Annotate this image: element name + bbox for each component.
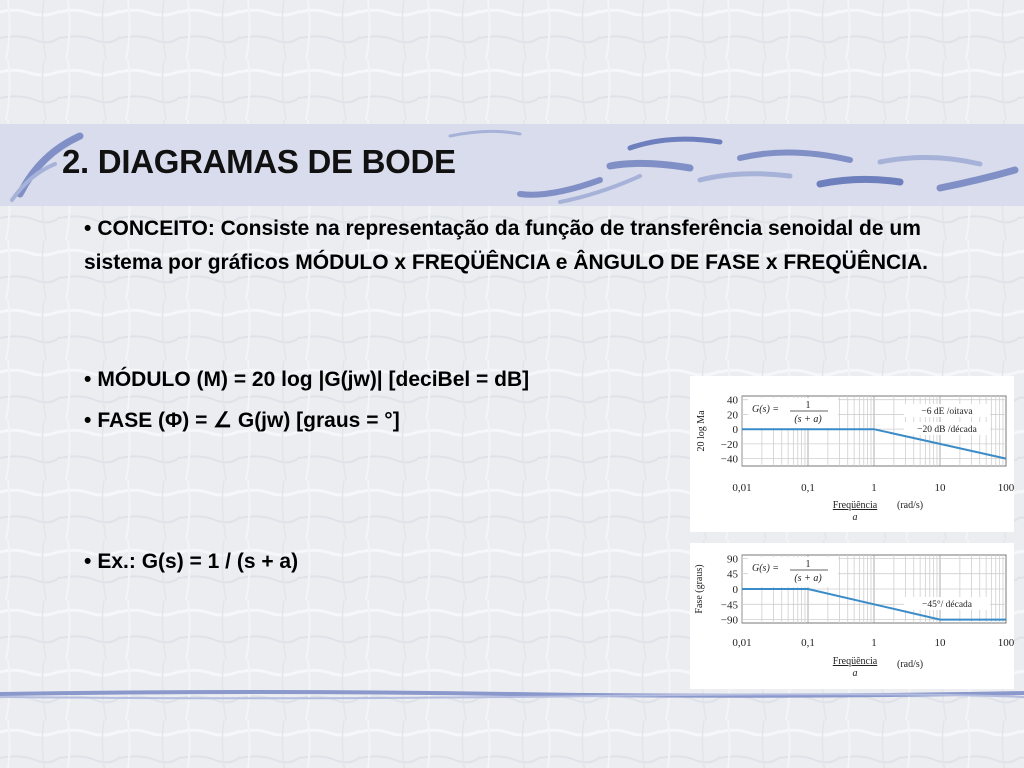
y-tick-label: −45 — [720, 599, 738, 612]
slide-title: 2. DIAGRAMAS DE BODE — [62, 143, 456, 180]
y-tick-label: 90 — [727, 553, 738, 566]
x-tick-label: 100 — [997, 482, 1014, 494]
x-tick-label: 100 — [997, 637, 1014, 649]
y-axis-label: 20 log Ma — [696, 410, 707, 452]
x-tick-label: 0,01 — [732, 637, 752, 649]
x-tick-label: 1 — [871, 482, 877, 494]
bullet-symbol: • — [84, 550, 92, 573]
bullet-symbol: • — [84, 217, 92, 240]
annotation-label: −45°/ década — [921, 600, 973, 610]
bode-magnitude-plot — [690, 376, 1014, 532]
bullet-fase — [84, 404, 704, 438]
y-tick-label: 0 — [732, 424, 738, 437]
x-tick-label: 10 — [934, 637, 946, 649]
y-tick-label: 40 — [727, 394, 738, 407]
x-tick-label: 10 — [934, 482, 946, 494]
x-axis-unit: (rad/s) — [897, 500, 924, 511]
bottom-wave-line — [0, 684, 1024, 704]
x-axis-unit: (rad/s) — [897, 659, 924, 670]
bullet-text: CONCEITO: Consiste na representação da função de transferência senoidal de um sistema por gráficos MÓDULO x FREQÜÊNCIA e ÂNGULO DE FASE x FREQÜÊNCIA. — [84, 217, 929, 274]
y-tick-label: 45 — [727, 568, 738, 581]
x-tick-label: 0,1 — [801, 482, 815, 494]
x-tick-label: 0,1 — [801, 637, 815, 649]
bullet-modulo — [84, 363, 704, 397]
annotation-label: −6 dE /oitava — [921, 407, 973, 417]
y-tick-label: 20 — [727, 409, 738, 422]
bullet-text: Ex.: G(s) = 1 / (s + a) — [97, 550, 299, 573]
tf-label: G(s) = — [752, 404, 780, 415]
x-axis-label-denominator: a — [852, 512, 858, 523]
bullet-text: FASE (Φ) = ∠ G(jw) [graus = °] — [97, 409, 400, 432]
x-axis-label: Freqüência — [832, 656, 878, 667]
x-tick-label: 0,01 — [732, 482, 752, 494]
magnitude-chart-svg — [690, 376, 1014, 532]
bullet-symbol: • — [84, 409, 92, 432]
tf-numerator: 1 — [805, 400, 811, 411]
annotation-label: −20 dB /década — [917, 425, 977, 435]
x-axis-label-denominator: a — [852, 668, 858, 679]
tf-numerator: 1 — [805, 559, 811, 570]
x-tick-label: 1 — [871, 637, 877, 649]
bullet-example — [84, 545, 704, 579]
bullet-text: MÓDULO (M) = 20 log |G(jw)| [deciBel = dB] — [97, 368, 530, 391]
phase-chart-svg — [690, 543, 1014, 689]
bode-phase-plot — [690, 543, 1014, 689]
tf-denominator: (s + a) — [794, 414, 822, 425]
y-tick-label: −20 — [720, 438, 738, 451]
tf-denominator: (s + a) — [794, 573, 822, 584]
x-axis-label: Freqüência — [832, 500, 878, 511]
y-tick-label: −90 — [720, 614, 738, 627]
y-tick-label: −40 — [720, 453, 738, 466]
bullet-concept — [84, 212, 944, 280]
y-axis-label: Fase (graus) — [694, 564, 705, 614]
y-tick-label: 0 — [732, 584, 738, 596]
bullet-symbol: • — [84, 368, 92, 391]
tf-label: G(s) = — [752, 563, 780, 574]
